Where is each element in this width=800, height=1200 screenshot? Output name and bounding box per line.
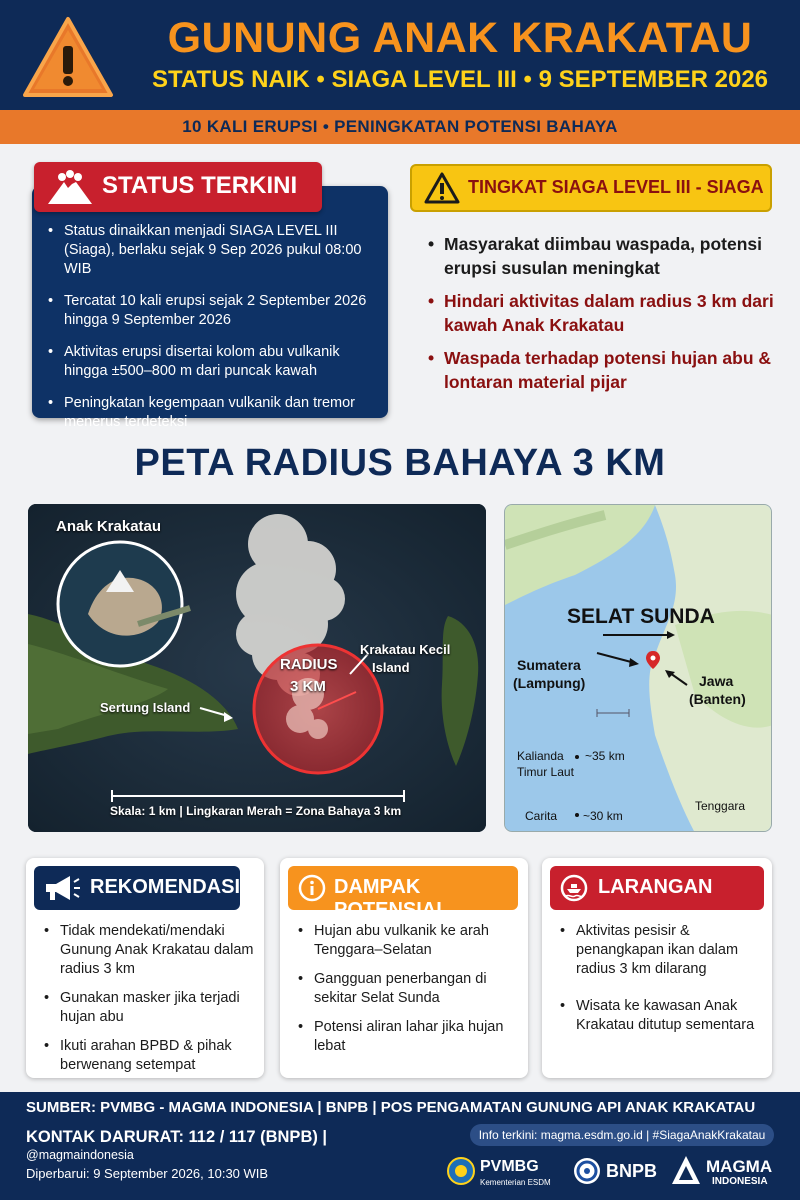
footer-contact: KONTAK DARURAT: 112 / 117 (BNPB) |: [26, 1128, 328, 1146]
strait-map: [504, 504, 772, 832]
radius-label-line1: RADIUS: [280, 656, 338, 673]
list-item: • Gangguan penerbangan di sekitar Selat Sunda: [298, 970, 518, 1008]
pvmbg-logo-subtext: Kementerian ESDM: [480, 1178, 551, 1187]
dampak-card: [280, 858, 528, 1078]
map-section-title: PETA RADIUS BAHAYA 3 KM: [134, 442, 666, 484]
rekomendasi-card: [26, 858, 264, 1078]
rekomendasi-heading-box: [34, 866, 240, 910]
list-item: • Wisata ke kawasan Anak Krakatau ditutup sementara: [560, 997, 756, 1035]
status-heading: STATUS TERKINI: [102, 172, 298, 199]
list-item: • Hindari aktivitas dalam radius 3 km dari kawah Anak Krakatau: [428, 289, 778, 337]
siaga-heading-box: [410, 164, 772, 212]
list-item: • Aktivitas erupsi disertai kolom abu vulkanik hingga ±500–800 m dari puncak kawah: [48, 343, 380, 381]
footer-source: SUMBER: PVMBG - MAGMA INDONESIA | BNPB | POS PENGAMATAN GUNUNG API ANAK KRAKATAU: [26, 1099, 756, 1116]
krakatau-kecil-label-line1: Krakatau Kecil: [360, 642, 451, 657]
krakatau-kecil-label-line2: Island: [372, 660, 410, 675]
siaga-list: [428, 232, 778, 403]
larangan-list: [560, 922, 756, 1045]
larangan-heading: LARANGAN: [598, 876, 713, 898]
list-item: • Tidak mendekati/mendaki Gunung Anak Krakatau dalam radius 3 km: [44, 922, 264, 979]
kalianda-label-line1: Kalianda: [517, 749, 564, 763]
list-item: • Waspada terhadap potensi hujan abu & lontaran material pijar: [428, 346, 778, 394]
rekomendasi-list: [44, 922, 264, 1085]
jawa-label-line1: Jawa: [699, 673, 734, 689]
sumatera-label-line1: Sumatera: [517, 657, 581, 673]
magma-logo-text: MAGMA: [706, 1157, 773, 1176]
rekomendasi-heading: REKOMENDASI: [90, 876, 241, 898]
warning-icon: [424, 172, 460, 204]
pvmbg-logo-icon: [446, 1156, 476, 1186]
page-subtitle: STATUS NAIK • SIAGA LEVEL III • 9 SEPTEMBER 2026: [151, 66, 769, 93]
larangan-card: [542, 858, 772, 1078]
scale-label: Skala: 1 km | Lingkaran Merah = Zona Bahaya 3 km: [110, 804, 402, 818]
footer-handle[interactable]: @magmaindonesia: [26, 1148, 134, 1162]
alert-band: [0, 110, 800, 144]
list-item: • Aktivitas pesisir & penangkapan ikan dalam radius 3 km dilarang: [560, 922, 756, 979]
dampak-heading: DAMPAK POTENSIAL: [334, 876, 449, 921]
larangan-heading-box: [550, 866, 764, 910]
dampak-heading-box: [288, 866, 518, 921]
footer-updated: Diperbarui: 9 September 2026, 10:30 WIB: [26, 1166, 269, 1181]
jawa-label-line2: (Banten): [689, 691, 746, 707]
status-heading-tab: [34, 162, 322, 212]
info-icon: [298, 874, 326, 902]
list-item: • Hujan abu vulkanik ke arah Tenggara–Selatan: [298, 922, 518, 960]
list-item: • Gunakan masker jika terjadi hujan abu: [44, 989, 264, 1027]
list-item: • Potensi aliran lahar jika hujan lebat: [298, 1018, 518, 1056]
sertung-label: Sertung Island: [100, 700, 191, 715]
dampak-list: [298, 922, 518, 1066]
satellite-map-image: [28, 504, 486, 832]
magma-logo-icon: [670, 1154, 702, 1186]
list-item: • Peningkatan kegempaan vulkanik dan tremor menerus terdeteksi: [48, 394, 380, 432]
bnpb-logo-icon: [572, 1156, 602, 1186]
status-list: [48, 222, 380, 445]
sumatera-label-line2: (Lampung): [513, 675, 586, 691]
strait-title: SELAT SUNDA: [567, 605, 715, 628]
pvmbg-logo-text: PVMBG: [480, 1158, 539, 1175]
page-title: GUNUNG ANAK KRAKATAU: [167, 14, 753, 62]
tenggara-label: Tenggara: [695, 799, 746, 813]
kalianda-distance: ~35 km: [585, 749, 625, 763]
list-item: • Ikuti arahan BPBD & pihak berwenang setempat: [44, 1037, 264, 1075]
magma-logo-subtext: INDONESIA: [712, 1176, 768, 1187]
footer-info-link[interactable]: Info terkini: magma.esdm.go.id | #SiagaAnakKrakatau: [470, 1124, 774, 1146]
list-item: • Tercatat 10 kali erupsi sejak 2 September 2026 hingga 9 September 2026: [48, 292, 380, 330]
satellite-map: [28, 504, 486, 832]
siaga-heading: TINGKAT SIAGA LEVEL III - SIAGA: [468, 177, 764, 197]
list-item: • Status dinaikkan menjadi SIAGA LEVEL III (Siaga), berlaku sejak 9 Sep 2026 pukul 08:00 WIB: [48, 222, 380, 279]
list-item: • Masyarakat diimbau waspada, potensi erupsi susulan meningkat: [428, 232, 778, 280]
carita-label: Carita: [525, 809, 558, 823]
inset-label: Anak Krakatau: [56, 518, 162, 535]
boat-icon: [560, 874, 588, 902]
warning-icon: [22, 16, 114, 98]
alert-band-text: 10 KALI ERUPSI • PENINGKATAN POTENSI BAHAYA: [182, 117, 618, 136]
kalianda-label-line2: Timur Laut: [517, 765, 574, 779]
radius-label-line2: 3 KM: [290, 678, 326, 695]
megaphone-icon: [42, 874, 82, 902]
carita-distance: ~30 km: [583, 809, 623, 823]
bnpb-logo-text: BNPB: [606, 1161, 658, 1181]
volcano-icon: [44, 170, 96, 206]
